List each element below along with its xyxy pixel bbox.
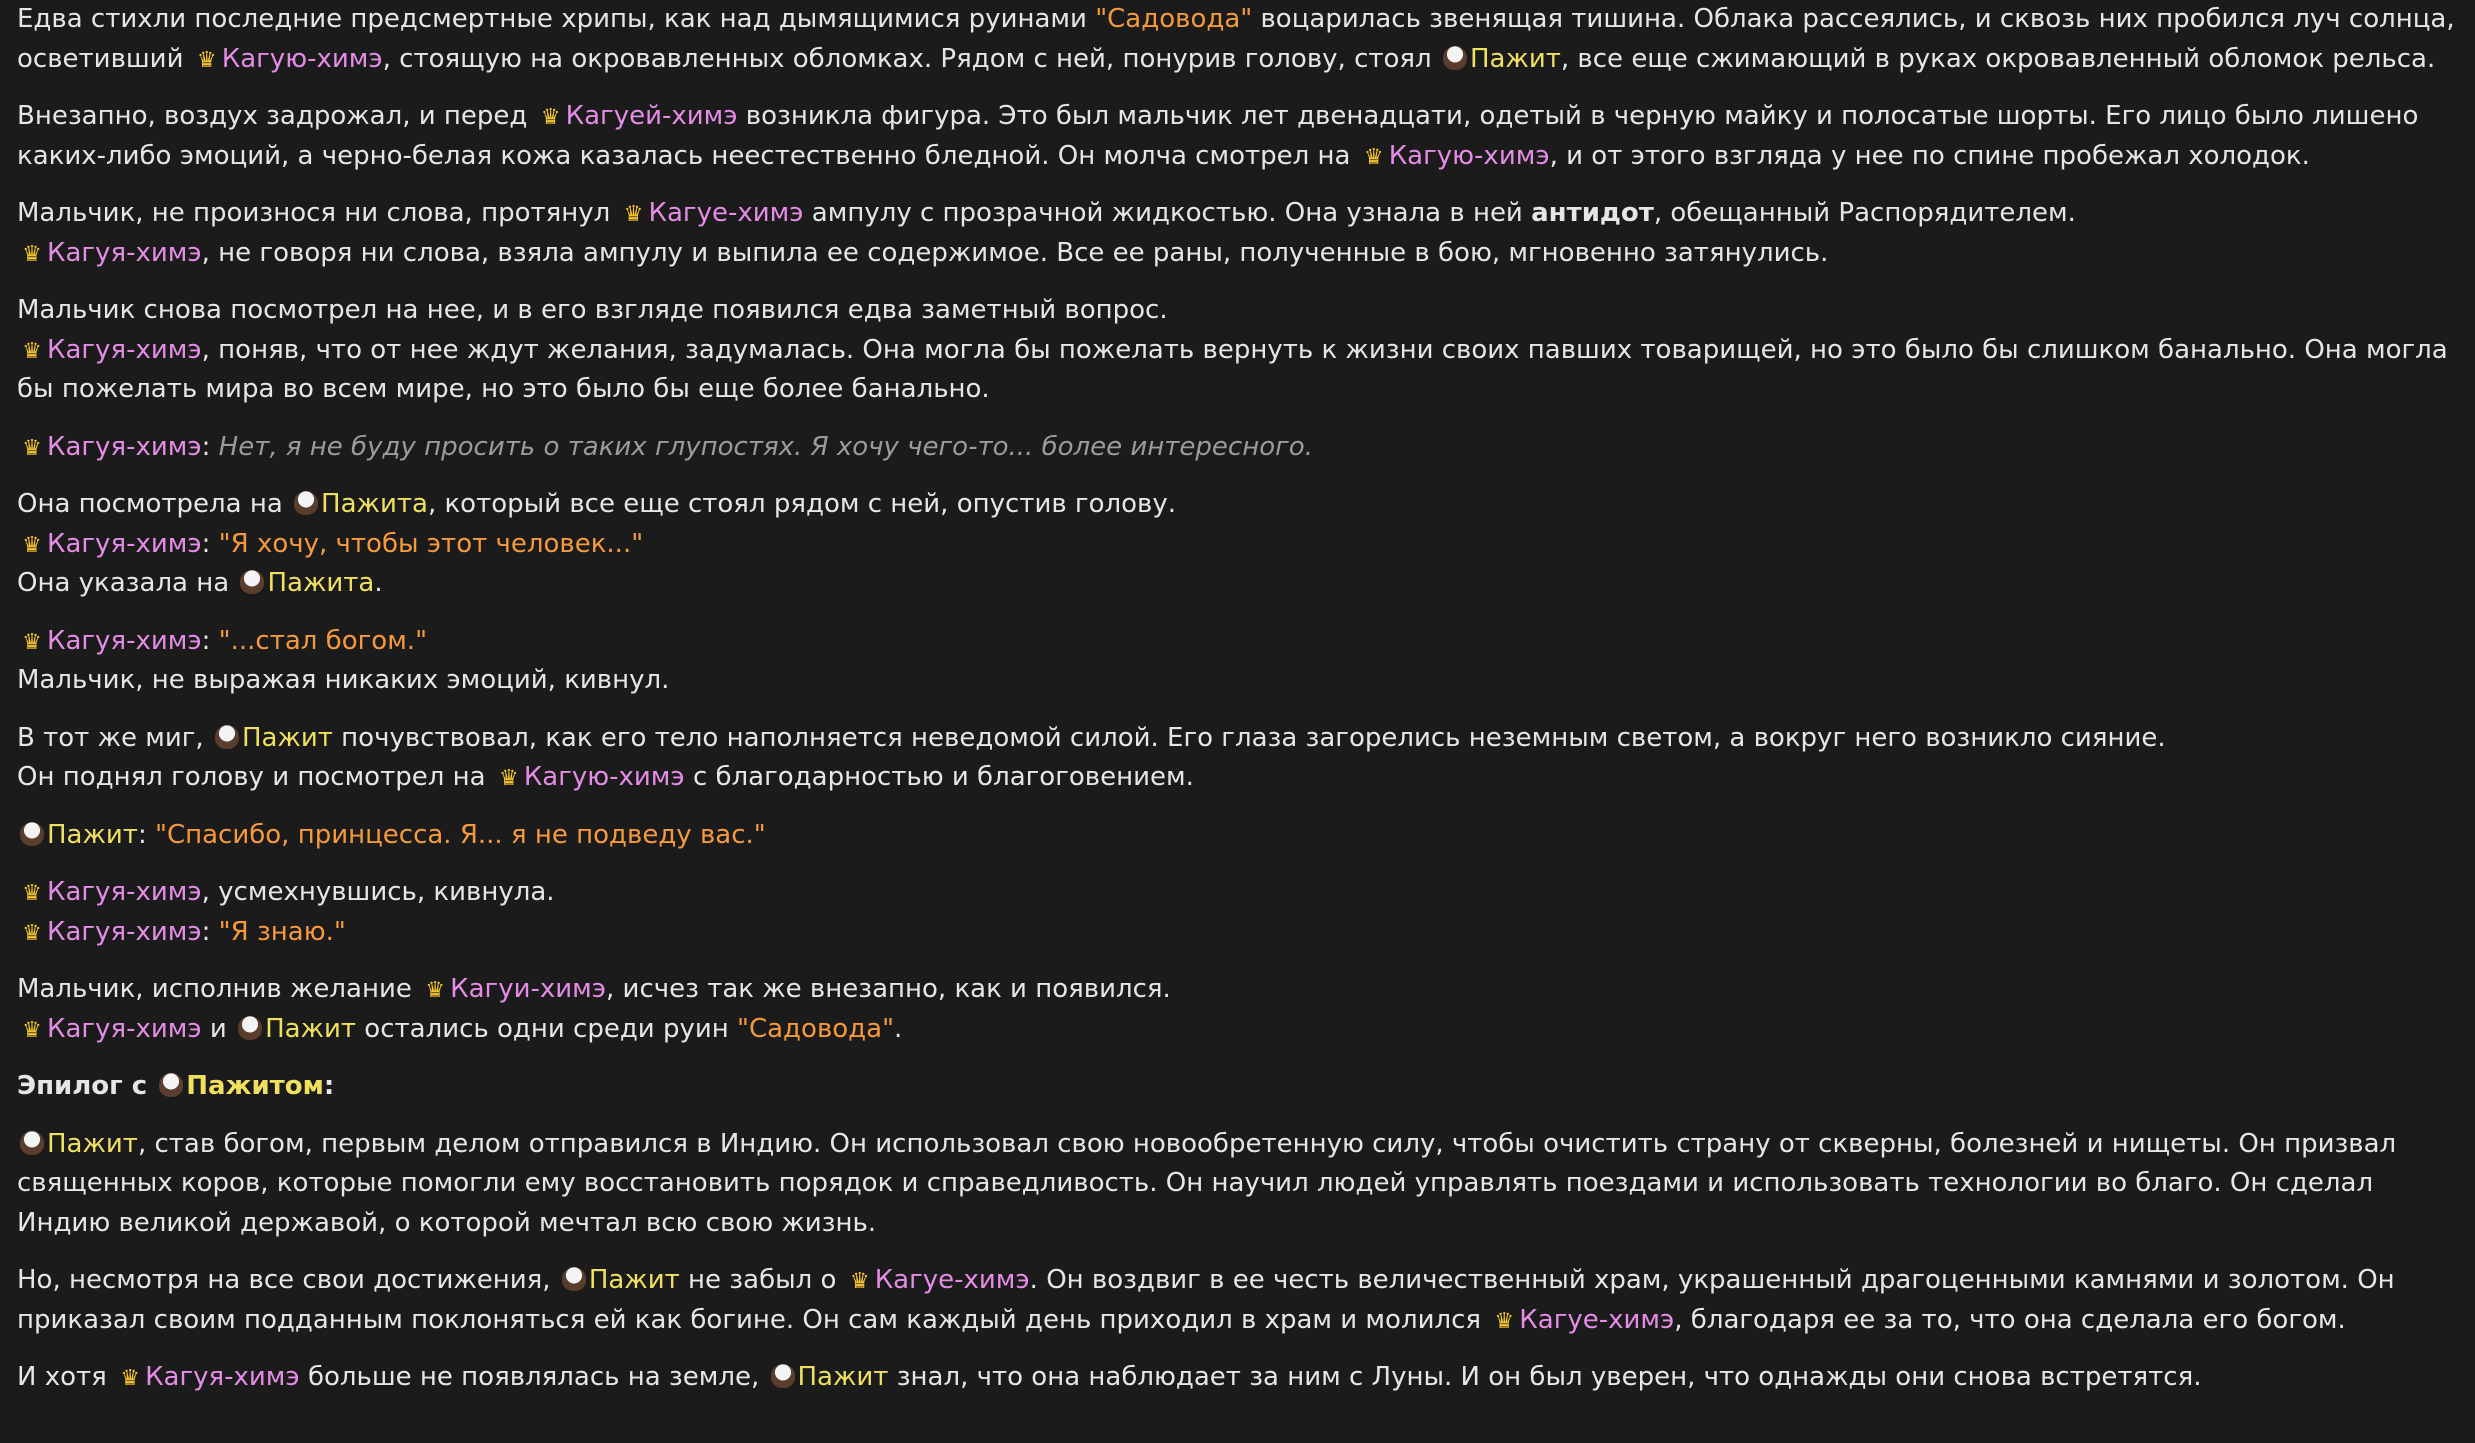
character-name-kaguya: Кагуи-химэ — [450, 974, 607, 1004]
crown-icon: ♛ — [1363, 144, 1384, 170]
character-name-kaguya: Кагуе-химэ — [1519, 1304, 1675, 1335]
crown-icon: ♛ — [623, 202, 644, 227]
character-name-kaguya: Кагуя-химэ — [47, 1013, 202, 1044]
narration-text: , который все еще стоял рядом с ней, опустив голову. — [427, 489, 1176, 519]
narration-text: Мальчик, не произнося ни слова, протянул — [17, 198, 619, 228]
turban-man-icon — [215, 725, 239, 749]
story-paragraph — [17, 622, 2459, 701]
character-name-pazhit: Пажита — [267, 568, 375, 598]
turban-man-icon — [159, 1073, 183, 1097]
narration-text: Едва стихли последние предсмертные хрипы, как над дымящимися руинами — [17, 4, 1096, 34]
crown-icon: ♛ — [22, 435, 42, 461]
narration-text: , поняв, что от нее ждут желания, задумалась. Она могла бы пожелать вернуть к жизни своих павших товарищей, но это было бы слишком банально. Она могла бы пожелать мира во всем мире, но это было бы еще более банально. — [17, 334, 2448, 404]
character-name-kaguya: Кагую-химэ — [1388, 140, 1550, 171]
story-paragraph — [17, 719, 2459, 798]
story-paragraph — [17, 970, 2459, 1049]
crown-icon: ♛ — [1494, 1308, 1515, 1334]
narration-text: : — [201, 625, 219, 656]
character-name-pazhit: Пажитом — [186, 1071, 324, 1101]
crown-icon: ♛ — [22, 338, 42, 364]
bold-text: антидот — [1531, 198, 1654, 228]
narration-text: знал, что она наблюдает за ним с Луны. И он был уверен, что однажды они снова встретятся. — [888, 1362, 2202, 1392]
crown-icon: ♛ — [22, 920, 42, 946]
character-name-pazhit: Пажит — [265, 1013, 357, 1044]
narration-text: больше не появлялась на земле, — [299, 1362, 768, 1392]
narration-text: Но, несмотря на все свои достижения, — [17, 1265, 559, 1295]
narration-text: Она указала на — [17, 568, 238, 598]
narration-text: : — [137, 819, 155, 850]
turban-man-icon — [1443, 46, 1467, 70]
turban-man-icon — [294, 491, 318, 515]
narration-text: , стоящую на окровавленных обломках. Рядом с ней, понурив голову, стоял — [382, 43, 1440, 74]
character-name-kaguya: Кагуя-химэ — [47, 528, 202, 559]
narration-text: возникла фигура. Это был мальчик лет двенадцати, одетый в черную майку и полосатые шорты. Его лицо было лишено каких-либо эмоций, а черно-белая кожа казалась неестественно бледной. Он молча смотрел на — [17, 101, 2419, 171]
turban-man-icon — [240, 570, 264, 594]
crown-icon: ♛ — [120, 1366, 140, 1391]
turban-man-icon — [562, 1267, 586, 1291]
crown-icon: ♛ — [22, 532, 42, 558]
character-name-pazhit: Пажита — [321, 489, 428, 519]
narration-text: Мальчик снова посмотрел на нее, и в его взгляде появился едва заметный вопрос. — [17, 295, 1168, 325]
character-name-kaguya: Кагуя-химэ — [47, 431, 202, 462]
narration-text: , не говоря ни слова, взяла ампулу и выпила ее содержимое. Все ее раны, полученные в бою, мгновенно затянулись. — [201, 237, 1829, 268]
crown-icon: ♛ — [425, 978, 445, 1003]
story-paragraph — [17, 485, 2459, 604]
narration-text: , усмехнувшись, кивнула. — [201, 877, 555, 907]
narration-text: воцарилась звенящая тишина. Облака рассеялись, и сквозь них пробился луч солнца, осветивший — [17, 4, 2455, 74]
narration-text: с благодарностью и благоговением. — [684, 762, 1194, 792]
narration-text: не забыл о — [679, 1265, 845, 1295]
character-name-kaguya: Кагуя-химэ — [47, 877, 202, 907]
narration-text: В тот же миг, — [17, 722, 212, 753]
turban-man-icon — [20, 822, 44, 846]
story-paragraph — [17, 1067, 2459, 1107]
turban-man-icon — [20, 1131, 44, 1155]
story-paragraph — [17, 97, 2459, 176]
story-paragraph — [17, 291, 2459, 410]
narration-text: , исчез так же внезапно, как и появился. — [606, 974, 1171, 1004]
crown-icon: ♛ — [22, 629, 42, 655]
narration-text: , и от этого взгляда у нее по спине пробежал холодок. — [1549, 140, 2310, 171]
story-paragraph — [17, 873, 2459, 952]
narration-text: . — [374, 568, 383, 598]
dialogue-quote: "...стал богом." — [218, 625, 428, 656]
character-name-pazhit: Пажит — [47, 1128, 138, 1159]
dialogue-quote: "Спасибо, принцесса. Я... я не подведу вас." — [154, 819, 766, 850]
crown-icon: ♛ — [196, 47, 217, 73]
story-paragraph — [17, 428, 2459, 468]
narration-text: , став богом, первым делом отправился в Индию. Он использовал свою новообретенную силу, чтобы очистить страну от скверны, болезней и нищеты. Он призвал священных коров, которые помогли ему восстановить порядок и справедливость. Он научил людей управлять поездами и использовать технологии во благо. Он сделал Индию великой державой, о которой мечтал всю свою жизнь. — [17, 1128, 2397, 1238]
story-paragraph — [17, 1358, 2459, 1398]
turban-man-icon — [238, 1016, 262, 1040]
character-name-kaguya: Кагуя-химэ — [47, 237, 202, 268]
character-name-pazhit: Пажит — [588, 1265, 680, 1295]
thought-text: Нет, я не буду просить о таких глупостях. Я хочу чего-то... более интересного. — [218, 431, 1313, 462]
character-name-kaguya: Кагуей-химэ — [565, 101, 738, 131]
character-name-kaguya: Кагуя-химэ — [47, 916, 202, 947]
crown-icon: ♛ — [849, 1269, 870, 1294]
crown-icon: ♛ — [22, 881, 42, 906]
crown-icon: ♛ — [540, 105, 561, 130]
story-paragraph — [17, 1125, 2459, 1244]
character-name-pazhit: Пажит — [1469, 43, 1561, 74]
narration-text: Мальчик, не выражая никаких эмоций, кивнул. — [17, 665, 670, 695]
narration-text: почувствовал, как его тело наполняется неведомой силой. Его глаза загорелись неземным светом, а вокруг него возникло сияние. — [332, 722, 2166, 753]
crown-icon: ♛ — [22, 1017, 42, 1043]
narration-text: и — [201, 1013, 236, 1044]
narration-text: Внезапно, воздух задрожал, и перед — [17, 101, 536, 131]
character-name-kaguya: Кагуе-химэ — [648, 198, 804, 228]
character-name-kaguya: Кагуя-химэ — [47, 334, 202, 365]
narration-text: , обещанный Распорядителем. — [1653, 198, 2076, 228]
character-name-kaguya: Кагую-химэ — [221, 43, 383, 74]
narration-text: И хотя — [17, 1362, 116, 1392]
character-name-kaguya: Кагую-химэ — [523, 762, 685, 792]
narration-text: . Он воздвиг в ее честь величественный храм, украшенный драгоценными камнями и золотом. Он приказал своим подданным поклоняться ей как богине. Он сам каждый день приходил в храм и молился — [17, 1265, 2395, 1335]
character-name-pazhit: Пажит — [797, 1362, 889, 1392]
story-paragraph — [17, 816, 2459, 856]
turban-man-icon — [771, 1364, 795, 1388]
place-name: "Садовода" — [737, 1013, 895, 1044]
character-name-kaguya: Кагуе-химэ — [874, 1265, 1030, 1295]
narration-text: Мальчик, исполнив желание — [17, 974, 421, 1004]
character-name-kaguya: Кагуя-химэ — [145, 1362, 300, 1392]
narration-text: остались одни среди руин — [356, 1013, 738, 1044]
narration-text: . — [894, 1013, 903, 1044]
narration-text: ампулу с прозрачной жидкостью. Она узнала в ней — [803, 198, 1532, 228]
bold-text: : — [323, 1071, 335, 1101]
story-paragraph — [17, 1261, 2459, 1340]
bold-text: Эпилог с — [17, 1071, 157, 1101]
character-name-pazhit: Пажит — [241, 722, 333, 753]
dialogue-quote: "Я знаю." — [218, 916, 346, 947]
character-name-kaguya: Кагуя-химэ — [47, 625, 202, 656]
narration-text: : — [201, 528, 219, 559]
place-name: "Садовода" — [1095, 4, 1253, 34]
crown-icon: ♛ — [22, 241, 42, 267]
narration-text: Он поднял голову и посмотрел на — [17, 762, 494, 792]
crown-icon: ♛ — [498, 766, 519, 791]
narration-text: , все еще сжимающий в руках окровавленный обломок рельса. — [1560, 43, 2436, 74]
story-paragraph — [17, 0, 2459, 79]
character-name-pazhit: Пажит — [47, 819, 138, 850]
narration-text: : — [201, 916, 219, 947]
narration-text: , благодаря ее за то, что она сделала его богом. — [1674, 1304, 2346, 1335]
narration-text: Она посмотрела на — [17, 489, 292, 519]
story-paragraph — [17, 194, 2459, 273]
dialogue-quote: "Я хочу, чтобы этот человек..." — [218, 528, 644, 559]
narration-text: : — [201, 431, 219, 462]
